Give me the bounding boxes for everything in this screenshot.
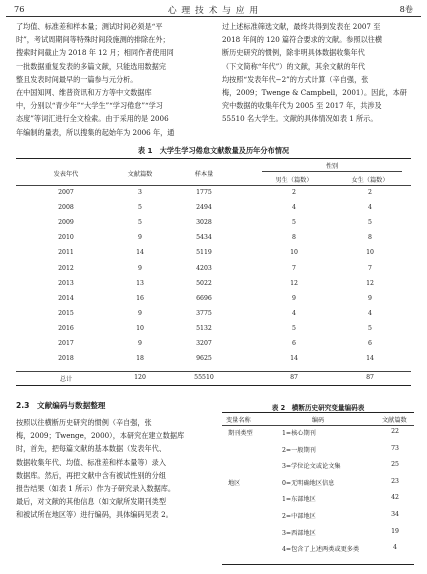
table1-cell-count: 5: [138, 219, 142, 227]
table1-cell-count: 10: [136, 324, 144, 332]
table1-cell-year: 2018: [58, 355, 74, 363]
table1-bottom-rule: [16, 385, 411, 386]
table2-cell-count: 42: [391, 494, 399, 502]
table1-cell-male: 5: [292, 219, 296, 227]
table1-cell-sample: 5022: [196, 279, 212, 287]
table1-cell-male: 9: [292, 294, 296, 302]
table1-cell-year: 2010: [58, 234, 74, 242]
table1-cell-year: 2008: [58, 204, 74, 212]
section-paragraph: [16, 416, 208, 522]
table1-top-rule: [16, 158, 411, 159]
table1-cell-sample: 3207: [196, 340, 212, 347]
text-line: 中，分别以“青少年”“大学生”“学习倦怠”“学习: [16, 101, 163, 111]
table1-cell-female: 7: [368, 264, 372, 272]
volume-label: 8卷: [399, 4, 413, 14]
text-line: 了均值、标准差和样本量；测试时间必须是“平: [16, 22, 163, 31]
table1-cell-year: 2012: [58, 264, 74, 272]
table1-cell-male: 14: [290, 355, 298, 363]
table2-cell-code: 0=无明确地区信息: [282, 479, 335, 487]
text-line: 梅，2009；Twenge，2000），本研究在建立数据库: [16, 431, 185, 441]
table1-cell-sample: 6696: [196, 294, 212, 302]
table2-cell-name: 期刊类型: [228, 430, 253, 437]
text-line: 数据库。然后，再把文献中含有被试性别的分组: [16, 470, 166, 480]
table2-header-rule: [222, 425, 414, 426]
table1-cell-sample: 5132: [196, 324, 212, 332]
table2-cell-code: 2=一般期刊: [282, 446, 316, 454]
table1-cell-sample: 2494: [196, 204, 212, 212]
table1-header-rule: [16, 185, 411, 186]
table1-cell-male: 5: [292, 324, 296, 332]
table1-header-gender: 性别: [325, 163, 339, 170]
table2-cell-count: 19: [391, 527, 399, 535]
table1-cell-year: 2014: [58, 294, 74, 302]
table1-cell-female: 10: [366, 249, 374, 257]
table1-cell-count: 16: [136, 294, 144, 302]
right-column-paragraph: [222, 20, 414, 126]
table1-cell-count: 9: [138, 264, 142, 272]
table1-caption: 表 1 大学生学习倦怠文献数量及历年分布情况: [137, 146, 290, 155]
text-line: 按照以往横断历史研究的惯例（辛自强，张: [16, 418, 152, 427]
table1-cell-female: 14: [366, 355, 374, 363]
table1-cell-year: 2009: [58, 219, 74, 227]
table1-cell-count: 9: [138, 234, 142, 242]
table1-cell-year: 2017: [58, 340, 74, 347]
table1-cell-male: 12: [290, 279, 298, 287]
text-line: 时”，考试周期间等特殊时间段施测的排除在外；: [16, 35, 170, 45]
text-line: 均按照“发表年代−2”的方式计算（辛自强，张: [222, 74, 369, 84]
text-line: 究中数据的收集年代为 2005 至 2017 年，共涉及: [222, 101, 382, 111]
table1-cell-male: 8: [292, 234, 296, 242]
table2-cell-count: 22: [391, 428, 399, 435]
text-line: 和被试所在地区等）进行编码，具体编码见表 2。: [16, 510, 173, 520]
table2-cell-name: 地区: [228, 479, 241, 487]
left-column-paragraph: [16, 20, 208, 139]
text-line: 过上述标准筛选文献，最终共得到发表在 2007 至: [222, 22, 381, 31]
table2-cell-count: 23: [391, 477, 399, 485]
table1-cell-sample: 3775: [196, 309, 212, 317]
table1-cell-female: 4: [368, 204, 372, 212]
text-line: 最后，对文献的其他信息（如文献所发期刊类型: [16, 497, 166, 507]
table2-cell-count: 25: [391, 461, 399, 469]
table1-cell-count: 14: [136, 249, 144, 257]
table1-cell-female: 9: [368, 294, 372, 302]
table1-cell-year: 2013: [58, 279, 74, 287]
table2-cell-count: 34: [391, 511, 399, 518]
text-line: 报告结果（如表 1 所示）作为子研究录入数据库。: [16, 484, 176, 494]
table2-cell-code: 4=包含了上述两类或更多类: [282, 546, 360, 554]
text-line: 态度”等词汇进行全文检索。由于采用的是 2006: [16, 114, 169, 124]
table2-cell-code: 1=东部地区: [282, 496, 316, 504]
table2-top-rule: [222, 412, 414, 413]
table1-header-male: 男生（篇数）: [275, 177, 313, 184]
text-line: 55510 名大学生。文献的具体情况如表 1 所示。: [222, 114, 378, 124]
table2-cell-code: 3=西部地区: [282, 529, 316, 537]
table1-cell-sample: 1775: [196, 189, 212, 196]
table1-cell-year: 2011: [58, 249, 74, 257]
table1-cell-year: 2015: [58, 309, 74, 317]
table1-header-sample: 样本量: [194, 171, 214, 178]
text-line: 时，首先，把每篇文献的基本数据（发表年代、: [16, 444, 166, 454]
table2-cell-code: 2=中部地区: [282, 513, 316, 520]
table1-cell-count: 9: [138, 309, 142, 317]
text-line: 整且发表时间最早的一篇参与元分析。: [16, 74, 138, 84]
table1-cell-count: 18: [136, 355, 144, 363]
text-line: 数据收集年代、均值、标准差和样本量等）录入: [16, 457, 166, 467]
table1-header-year: 发表年代: [53, 171, 79, 178]
text-line: 一批数据重复发表的多篇文献，只能选用数据完: [16, 61, 166, 71]
table1-cell-sample: 4203: [196, 264, 212, 272]
table1-cell-count: 9: [138, 340, 142, 347]
table2-cell-code: 1=核心期刊: [282, 430, 316, 437]
text-line: （下文简称“年代”）的文献，其余文献的年代: [222, 61, 365, 71]
page-number: 76: [14, 4, 25, 14]
table1-total-male: 87: [290, 374, 298, 381]
table2-header-count: 文献篇数: [382, 417, 407, 424]
table1-cell-male: 4: [292, 204, 296, 212]
table2-bottom-rule: [222, 564, 414, 565]
table2-cell-count: 73: [391, 444, 399, 452]
table1-cell-year: 2007: [58, 189, 74, 196]
table2-header-code: 编码: [311, 417, 325, 424]
section-title: 2.3 文献编码与数据整理: [16, 401, 106, 410]
text-line: 梅，2009；Twenge & Campbell，2001）。因此，本研: [222, 88, 407, 98]
table1-total-female: 87: [366, 374, 374, 381]
table1-cell-count: 3: [138, 189, 142, 196]
table1-cell-male: 6: [292, 340, 296, 347]
table1-cell-female: 12: [366, 279, 374, 287]
table1-total-sample: 55510: [194, 374, 214, 381]
journal-title: 心 理 技 术 与 应 用: [167, 6, 260, 16]
table1-cell-year: 2016: [58, 324, 74, 332]
table1-cell-female: 4: [368, 309, 372, 317]
table1-cell-male: 2: [292, 189, 296, 196]
table1-header-female: 女生（篇数）: [351, 177, 389, 184]
table1-cell-male: 7: [292, 264, 296, 272]
text-line: 断历史研究的惯例，除非明具体数据收集年代: [222, 48, 365, 58]
table1-total-count: 120: [134, 374, 146, 381]
table1-cell-female: 5: [368, 324, 372, 332]
header-rule: [6, 16, 421, 17]
table1-cell-sample: 5434: [196, 234, 212, 242]
table2-cell-count: 4: [393, 544, 397, 552]
table1-total-label: 总计: [59, 376, 73, 383]
table1-total-rule: [16, 371, 411, 372]
table2-caption: 表 2 横断历史研究变量编码表: [271, 404, 365, 412]
text-line: 2018 年间的 120 篇符合要求的文献。参照以往横: [222, 35, 383, 45]
table2-cell-code: 3=学位论文或论文集: [282, 463, 341, 471]
table1-cell-count: 13: [136, 279, 144, 287]
table1-cell-male: 4: [292, 309, 296, 317]
text-line: 在中国知网、维普资讯和万方等中文数据库: [16, 88, 152, 98]
text-line: 年编制的量表，所以搜集的起始年为 2006 年，通: [16, 127, 175, 137]
table1-cell-female: 8: [368, 234, 372, 242]
table1-cell-count: 5: [138, 204, 142, 212]
table1-gender-rule: [262, 171, 402, 172]
table1-cell-sample: 3028: [196, 219, 212, 227]
table2-header-name: 变量名称: [226, 417, 251, 424]
table1-cell-sample: 5119: [196, 249, 212, 257]
table1-cell-female: 2: [368, 189, 372, 196]
table1-cell-male: 10: [290, 249, 298, 257]
table1-cell-female: 5: [368, 219, 372, 227]
table1-cell-female: 6: [368, 340, 372, 347]
table1-cell-sample: 9625: [196, 355, 212, 363]
table1-header-count: 文献篇数: [127, 171, 153, 178]
text-line: 搜索时间截止为 2018 年 12 月；相同作者使用同: [16, 48, 174, 58]
